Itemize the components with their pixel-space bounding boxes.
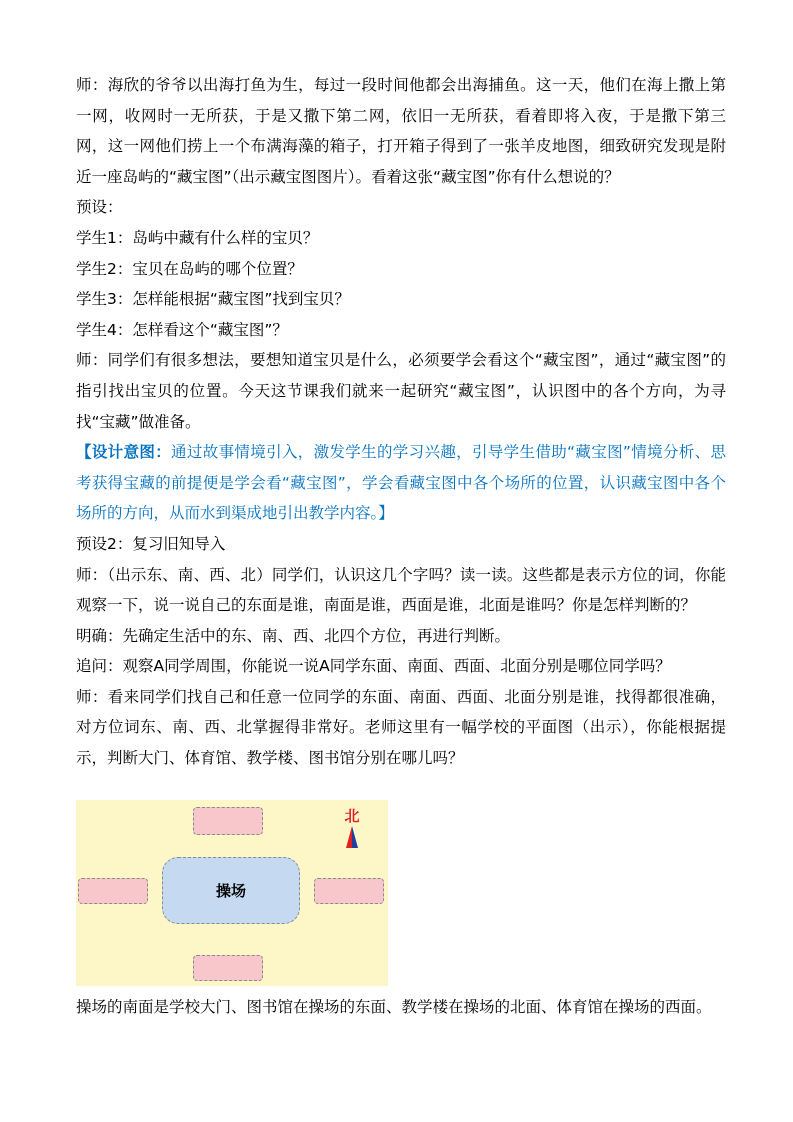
playground — [162, 857, 300, 924]
room-south — [193, 955, 263, 981]
room-north — [193, 807, 263, 835]
paragraph-student-2: 学生2：宝贝在岛屿的哪个位置？ — [76, 259, 303, 278]
paragraph-clarify: 明确：先确定生活中的东、南、西、北四个方位，再进行判断。 — [76, 626, 511, 645]
room-east — [314, 878, 384, 904]
design-note-body: 通过故事情境引入，激发学生的学习兴趣，引导学生借助“藏宝图”情境分析、思考获得宝藏的前提便是学会看“藏宝图”，学会看藏宝图中各个场所的位置，认识藏宝图中各个场所的方向，从而水到渠成地引出教学内容。】 — [76, 443, 726, 523]
paragraph-teacher-response: 师：同学们有很多想法，要想知道宝贝是什么，必须要学会看这个“藏宝图”，通过“藏宝图”的指引找出宝贝的位置。今天这节课我们就来一起研究“藏宝图”，认识图中的各个方向，为寻找“宝藏”做准备。 — [76, 351, 726, 431]
paragraph-intro: 师：海欣的爷爷以出海打鱼为生，每过一段时间他都会出海捕鱼。这一天，他们在海上撒上第一网，收网时一无所获，于是又撒下第二网，依旧一无所获，看着即将入夜，于是撒下第三网，这一网他们捞上一个布满海藻的箱子，打开箱子得到了一张羊皮地图，细致研究发现是附近一座岛屿的“藏宝图”（出示藏宝图图片）。看着这张“藏宝图”你有什么想说的？ — [76, 76, 726, 186]
paragraph-student-4: 学生4：怎样看这个“藏宝图”？ — [76, 320, 288, 339]
design-note-prefix: 【设计意图： — [76, 443, 172, 462]
lesson-text — [76, 70, 726, 774]
paragraph-directions-question: 师：（出示东、南、西、北）同学们，认识这几个字吗？读一读。这些都是表示方位的词，你能观察一下，说一说自己的东面是谁，南面是谁，西面是谁，北面是谁吗？你是怎样判断的？ — [76, 565, 726, 615]
paragraph-student-1: 学生1：岛屿中藏有什么样的宝贝？ — [76, 228, 319, 247]
paragraph-follow-up: 追问：观察A同学周围，你能说一说A同学东面、南面、西面、北面分别是哪位同学吗？ — [76, 657, 671, 676]
paragraph-preset-2: 预设2：复习旧知导入 — [76, 534, 226, 553]
design-note — [76, 437, 726, 529]
playground-label: 操场 — [215, 882, 246, 900]
school-plan-map — [76, 800, 388, 986]
north-arrow-icon — [343, 826, 361, 848]
paragraph-preset: 预设： — [76, 198, 123, 217]
north-label: 北 — [344, 807, 360, 825]
paragraph-school-map-question: 师：看来同学们找自己和任意一位同学的东面、南面、西面、北面分别是谁，找得都很准确，对方位词东、南、西、北掌握得非常好。老师这里有一幅学校的平面图（出示），你能根据提示，判断大门、体育馆、教学楼、图书馆分别在哪儿吗？ — [76, 687, 726, 768]
paragraph-student-3: 学生3：怎样能根据“藏宝图”找到宝贝？ — [76, 290, 350, 309]
map-caption: 操场的南面是学校大门、图书馆在操场的东面、教学楼在操场的北面、体育馆在操场的西面。 — [76, 998, 712, 1016]
room-west — [78, 878, 148, 904]
